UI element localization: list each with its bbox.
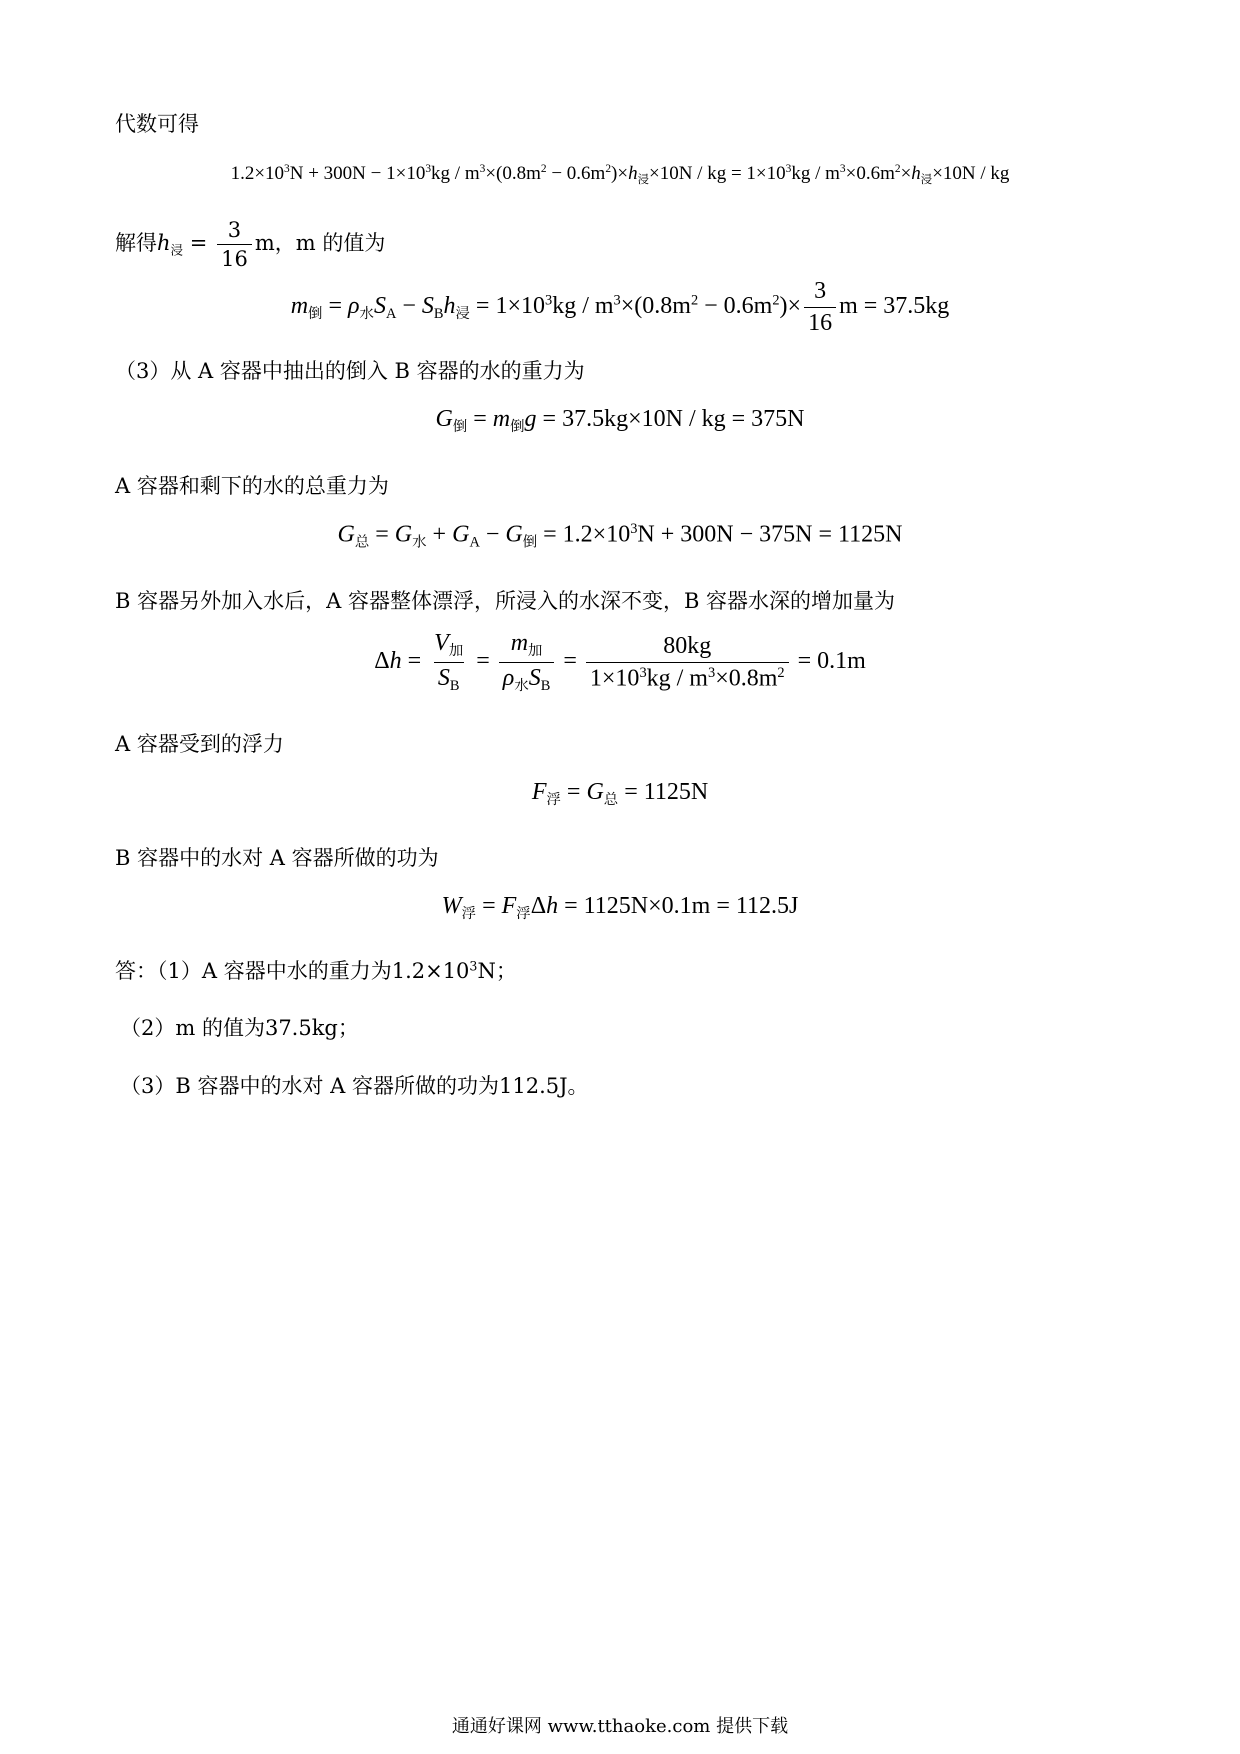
answer-2-prefix: （2）m 的值为 [120,1016,265,1040]
equation-g-dao-rhs: = 37.5kg×10N / kg = 375N [542,406,805,432]
page-footer: 通通好课网 www.tthaoke.com 提供下载 [451,1716,789,1737]
fraction-m [804,278,836,337]
answer-1-suffix: ； [495,959,517,983]
solution-h-suffix: ，m 的值为 [274,231,386,255]
fraction-h-denominator: 16 [217,244,252,271]
equation-f-fu: $F_浮 = G_总 = 1125N$ [531,779,709,809]
equation-delta-h-rhs: = 0.1m [797,648,866,675]
answer-3-suffix: 。 [567,1074,589,1098]
answer-2 [120,1012,359,1042]
equation-w-fu-rhs: = 1125N×0.1m = 112.5J [564,893,799,919]
solution-h-prefix: 解得 [115,231,157,255]
equation-g-zong: $G_总 = G_水 + G_A - G_倒 = 1.2\times 10^3N + 300N - 375N = 1125N$ [337,521,903,551]
equation-f-fu-rhs: = 1125N [624,779,709,805]
answer-2-value: 37.5kg [264,1016,338,1040]
equation-g-zong-rhs: = 1125N [818,521,903,548]
answer-3-prefix: （3）B 容器中的水对 A 容器所做的功为 [120,1074,499,1098]
fraction-m-numerator: 3 [814,278,827,304]
fraction-m-over-rho-s: $\frac{m_加}{\rho_水S_B}$ [499,630,555,695]
fraction-h-numerator: 3 [227,218,242,242]
text-line-part3: （3）从 A 容器中抽出的倒入 B 容器的水的重力为 [115,359,585,383]
solution-h-line: 解得$h_浸$ = $\frac{3}{16}$ m，m 的值为 [115,218,386,271]
fraction-v-over-s: $\frac{V_加}{S_B}$ [434,630,464,695]
text-line-substitute: 代数可得 [115,112,199,136]
fraction-numeric: $\frac{80kg}{1\times 10^3kg / m^3\times 0.8m^2}$ [586,633,789,693]
text-line-water-added: B 容器另外加入水后，A 容器整体漂浮，所浸入的水深不变，B 容器水深的增加量为 [115,589,896,613]
fraction-numeric-numerator: 80kg [663,632,712,659]
answer-1: 答：（1）A 容器中水的重力为$1.2\times 10^3N$； [115,958,517,983]
text-line-buoyancy: A 容器受到的浮力 [115,732,284,756]
answer-2-suffix: ； [337,1016,359,1040]
equation-w-fu: $W_浮 = F_浮\Delta h = 1125N\times 0.1m = 112.5J$ [441,893,799,923]
equation-substitution: $1.2\times 10^3N + 300N - 1\times 10^3kg / m^3\times(0.8m^2 - 0.6m^2)\times h_浸\times 10N$ / kg = $1\times 10^3kg / m^3\times 0.6m^2\times h_浸\times 10N$ / kg [230,163,1010,186]
fraction-m-denominator: 16 [804,307,836,337]
equation-m-dao: $m_倒 = \rho_水S_A - S_Bh_浸 = 1\times 10^3kg / m^3\times(0.8m^2 - 0.6m^2)\times$ $\frac{3}{16}$ m = 37.5kg [290,278,950,336]
text-line-work: B 容器中的水对 A 容器所做的功为 [115,846,439,870]
answer-3 [120,1070,589,1100]
equation-g-dao: $G_倒 = m_倒g = 37.5kg\times 10N$ / kg = 375N [435,406,805,436]
answer-3-value: 112.5J [498,1074,568,1098]
equation-delta-h: Δh = $\frac{V_加}{S_B}$ = $\frac{m_加}{\rho_水S_B}$ = $\frac{80kg}{1\times 10^3kg / m^3\times 0.8m^2}$ = 0.1m [374,630,866,695]
text-line-total-gravity: A 容器和剩下的水的总重力为 [115,474,389,498]
answer-1-prefix: 答：（1）A 容器中水的重力为 [115,959,392,983]
fraction-h [217,218,252,271]
